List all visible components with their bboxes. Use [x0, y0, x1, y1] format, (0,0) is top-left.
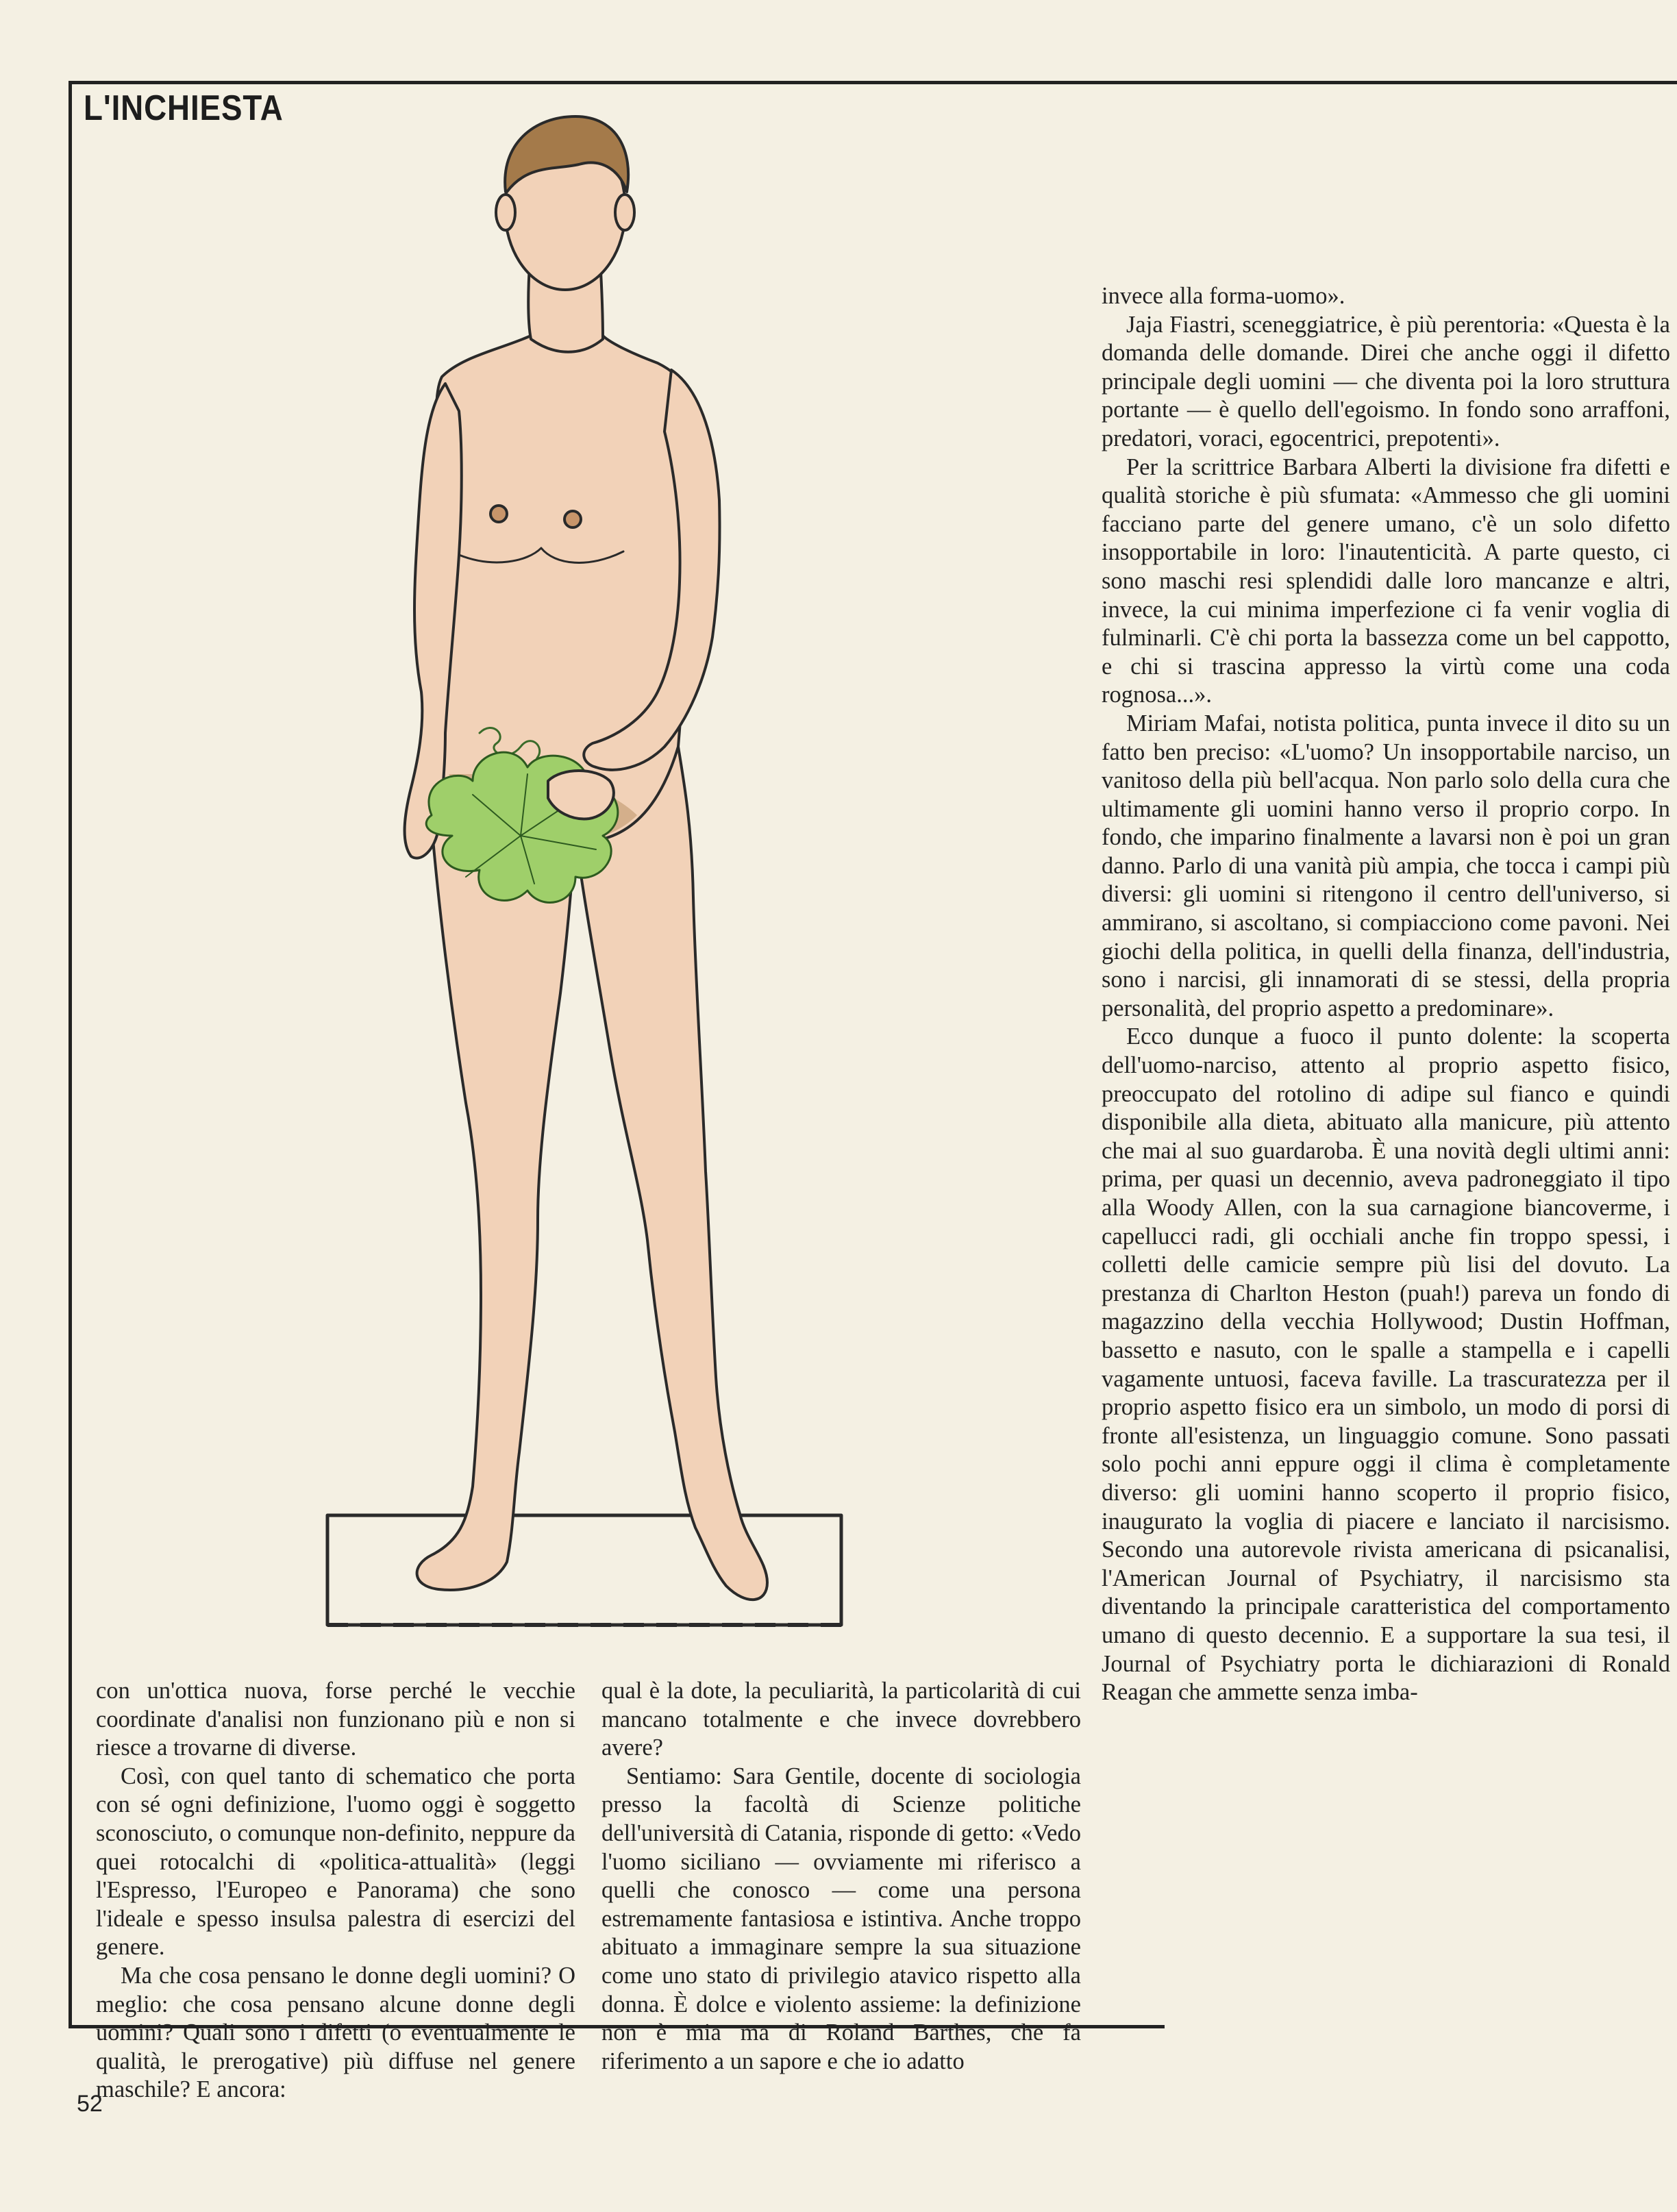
right-nipple	[564, 511, 581, 527]
paragraph: Jaja Fiastri, sceneggiatrice, è più perentoria: «Questa è la domanda delle domande. Direi che anche oggi il difetto principale degli uomini — che diventa poi la loro struttura portante — è quello dell'egoismo. In fondo sono arraffoni, predatori, voraci, egocentrici, prepotenti».	[1102, 311, 1670, 451]
left-ear	[496, 195, 515, 230]
right-ear	[615, 195, 634, 230]
frame-top-rule	[69, 81, 1677, 84]
paragraph: qual è la dote, la peculiarità, la particolarità di cui mancano totalmente e che invece dovrebbero avere?	[601, 1678, 1081, 1761]
paragraph: con un'ottica nuova, forse perché le vecchie coordinate d'analisi non funzionano più e non si riesce a trovarne di diverse.	[96, 1678, 575, 1761]
section-label: L'INCHIESTA	[84, 88, 284, 128]
page-number: 52	[77, 2091, 103, 2117]
paragraph: Sentiamo: Sara Gentile, docente di sociologia presso la facoltà di Scienze politiche dell'università di Catania, risponde di getto: «Vedo l'uomo siciliano — ovviamente mi riferisco a quelli che conosco — come una persona estremamente fantasiosa e istintiva. Anche troppo abituato a immaginare sempre la sua situazione come uno stato di privilegio atavico rispetto alla donna. È dolce e violento assieme: la definizione non è mia ma di Roland Barthes, che fa riferimento a un sapore e che io adatto	[601, 1763, 1081, 2074]
paragraph: invece alla forma-uomo».	[1102, 283, 1345, 309]
paragraph: Ecco dunque a fuoco il punto dolente: la scoperta dell'uomo-narciso, attento al proprio aspetto fisico, preoccupato del rotolino di adipe sul fianco e quindi disponibile alla dieta, abituato alla manicure, più attento che mai al suo guardaroba. È una novità degli ultimi anni: prima, per quasi un decennio, aveva padroneggiato il tipo alla Woody Allen, con la sua carnagione biancoverme, i capellucci radi, gli occhiali anche fin troppo spessi, i colletti delle camicie sempre più lisi del dovuto. La prestanza di Charlton Heston (puah!) pareva un fondo di magazzino della vecchia Hollywood; Dustin Hoffman, bassetto e nasuto, con le spalle a stampella e i capelli vagamente untuosi, faceva faville. La trascuratezza per il proprio aspetto fisico era un simbolo, un modo di porsi di fronte all'esistenza, un linguaggio comune. Sono passati solo pochi anni eppure oggi il clima è completamente diverso: gli uomini hanno scoperto il proprio fisico, inaugurato la voglia di piacere e lanciato il narcisismo. Secondo una autorevole rivista americana di psicanalisi, l'American Journal of Psychiatry, il narcisismo sta diventando la principale caratteristica del comportamento umano di questo decennio. E a supportare la sua tesi, il Journal of Psychiatry porta le dichiarazioni di Ronald Reagan che ammette senza imba-	[1102, 1023, 1670, 1706]
left-nipple	[490, 506, 507, 522]
frame-left-rule	[69, 81, 72, 2028]
paragraph: Per la scrittrice Barbara Alberti la divisione fra difetti e qualità storiche è più sfumata: «Ammesso che gli uomini facciano parte del genere umano, c'è un solo difetto insopportabile in loro: l'inautenticità. A parte questo, ci sono maschi resi splendidi dalle loro mancanze e altri, invece, la cui minima imperfezione ci fa venir voglia di fulminarli. C'è chi porta la bassezza come un bel cappotto, e chi si trascina appresso la virtù come una coda rognosa...».	[1102, 453, 1670, 708]
article-column-bottom-left	[96, 1677, 575, 2104]
right-leg	[575, 747, 767, 1600]
male-figure-illustration	[301, 89, 884, 1678]
article-column-right	[1102, 282, 1670, 1707]
hand	[548, 771, 614, 819]
paragraph: Così, con quel tanto di schematico che porta con sé ogni definizione, l'uomo oggi è soggetto sconosciuto, o comunque non-definito, neppure da quei rotocalchi di «politica-attualità» (leggi l'Espresso, l'Europeo e Panorama) che sono l'ideale e spesso insulsa palestra di esercizi del genere.	[96, 1763, 575, 1961]
paragraph: Miriam Mafai, notista politica, punta invece il dito su un fatto ben preciso: «L'uomo? Un insopportabile narciso, un vanitoso della più bell'acqua. Non parlo solo della cura che ultimamente gli uomini hanno verso il proprio corpo. In fondo, che imparino finalmente a lavarsi non è poi un gran danno. Parlo di una vanità più ampia, che tocca i campi più diversi: gli uomini si ritengono il centro dell'universo, si ammirano, si ascoltano, si compiacciono come pavoni. Nei giochi della politica, in quelli della finanza, dell'industria, sono i narcisi, gli innamorati di se stessi, della propria personalità, del proprio aspetto a predominare».	[1102, 710, 1670, 1021]
article-column-bottom-middle	[601, 1677, 1081, 2076]
paragraph: Ma che cosa pensano le donne degli uomini? O meglio: che cosa pensano alcune donne degli uomini? Quali sono i difetti (o eventualmente le qualità, le prerogative) più diffuse nel genere maschile? E ancora:	[96, 1962, 575, 2103]
